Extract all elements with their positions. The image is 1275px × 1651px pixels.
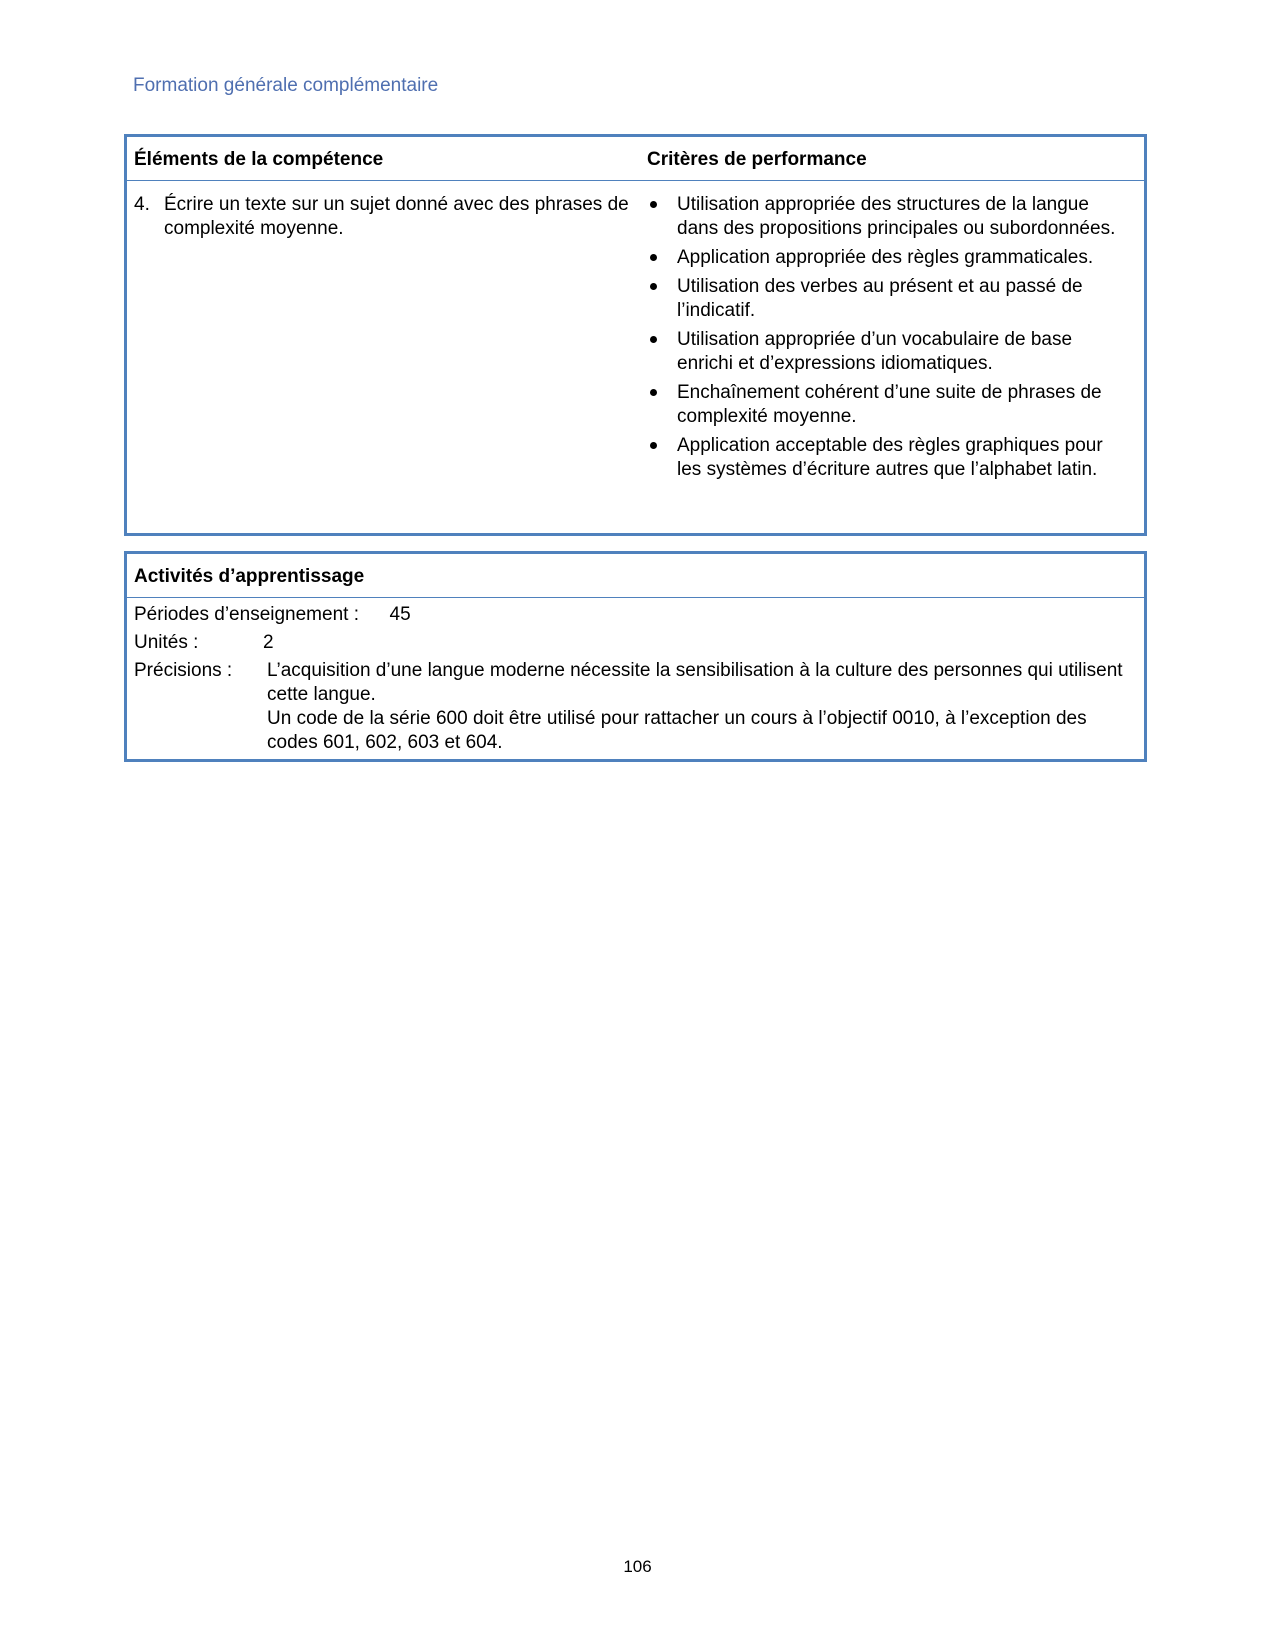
col-header-elements: Éléments de la compétence: [134, 149, 384, 170]
critere-text: Application acceptable des règles graphiques pour les systèmes d’écriture autres que l’alphabet latin.: [677, 435, 1103, 480]
unites-value: 2: [262, 632, 274, 653]
critere-item: [647, 381, 1132, 429]
critere-item: [647, 275, 1132, 323]
competence-table-header: [127, 137, 1144, 181]
critere-item: [647, 328, 1132, 376]
critere-text: Utilisation des verbes au présent et au passé de l’indicatif.: [677, 276, 1083, 321]
precision-paragraph: L’acquisition d’une langue moderne nécessite la sensibilisation à la culture des personnes qui utilisent cette langue.: [267, 660, 1123, 705]
criteres-list: [647, 193, 1132, 487]
activities-title: Activités d’apprentissage: [134, 566, 365, 587]
critere-text: Utilisation appropriée des structures de la langue dans des propositions principales ou subordonnées.: [677, 194, 1116, 239]
activities-table-header: [127, 554, 1144, 598]
critere-text: Enchaînement cohérent d’une suite de phrases de complexité moyenne.: [677, 382, 1102, 427]
periodes-label: Périodes d’enseignement :: [134, 604, 359, 625]
precision-paragraph: Un code de la série 600 doit être utilisé pour rattacher un cours à l’objectif 0010, à l’exception des codes 601, 602, 603 et 604.: [267, 708, 1087, 753]
element-number: 4.: [134, 194, 150, 215]
critere-item: [647, 434, 1132, 482]
precisions-label: Précisions :: [134, 660, 233, 681]
periodes-row: [134, 603, 411, 627]
periodes-value: 45: [389, 604, 411, 625]
critere-text: Utilisation appropriée d’un vocabulaire de base enrichi et d’expressions idiomatiques.: [677, 329, 1073, 374]
element-item: [134, 193, 634, 241]
competence-table: [124, 134, 1147, 536]
col-header-criteres: Critères de performance: [647, 149, 867, 170]
unites-row: [134, 631, 274, 655]
precisions-text: [267, 659, 1127, 755]
document-header-title: Formation générale complémentaire: [133, 75, 439, 96]
critere-item: [647, 193, 1132, 241]
critere-text: Application appropriée des règles grammaticales.: [677, 247, 1094, 268]
page-number: 106: [623, 1557, 652, 1576]
critere-item: [647, 246, 1132, 270]
element-text: Écrire un texte sur un sujet donné avec des phrases de complexité moyenne.: [164, 194, 629, 239]
unites-label: Unités :: [134, 632, 199, 653]
activities-table: [124, 551, 1147, 762]
